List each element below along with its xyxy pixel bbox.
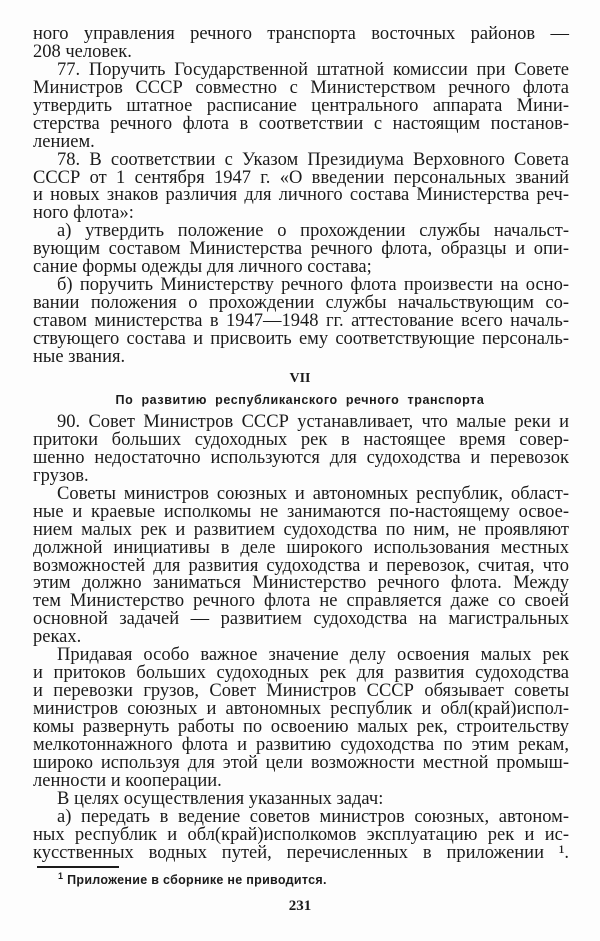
- text-line-content: б) поручить Министерству речного флота произвести на осно-: [57, 275, 569, 296]
- text-line-content: сание формы одежды для личного состава;: [33, 257, 372, 278]
- text-line-content: ные и краевые исполкомы не занимаются по-настоящему освое-: [33, 501, 569, 522]
- text-line-content: притоки больших судоходных рек в настоящее время совер-: [33, 429, 569, 450]
- text-line-content: нием малых рек и развитием судоходства по ним, не проявляют: [33, 519, 569, 540]
- text-line-content: ствующего состава и присвоить ему соответствующие персональ-: [33, 328, 569, 349]
- text-line: [33, 346, 569, 367]
- text-block-top: [33, 26, 569, 367]
- text-line-content: а) передать в ведение советов министров союзных, автоном-: [57, 806, 569, 827]
- section-number: VII: [289, 371, 311, 386]
- text-line-content: 90. Совет Министров СССР устанавливает, что малые реки и: [57, 412, 569, 432]
- text-line-content: кусственных водных путей, перечисленных в приложении ¹.: [33, 842, 569, 863]
- text-line-content: СССР от 1 сентября 1947 г. «О введении персональных званий: [33, 167, 569, 188]
- text-line-content: В целях осуществления указанных задач:: [57, 788, 384, 809]
- footnote: [58, 871, 327, 887]
- text-line-content: и перевозки грузов, Совет Министров СССР обязывает советы: [33, 681, 569, 702]
- text-line-content: вующим составом Министерства речного флота, образцы и опи-: [33, 239, 569, 260]
- text-line-content: тем Министерство речного флота не справляется даже со своей: [33, 591, 569, 612]
- text-line-content: ные звания.: [33, 346, 126, 367]
- text-line: [33, 842, 569, 863]
- text-line-content: и новых знаков различия для личного состава Министерства реч-: [33, 185, 569, 206]
- text-line-content: шенно недостаточно используются для судоходства и перевозок: [33, 447, 569, 468]
- text-line-content: реках.: [33, 627, 82, 648]
- text-line-content: возможностей для развития судоходства и перевозок, считая, что: [33, 555, 569, 576]
- text-line-content: ленности и кооперации.: [33, 770, 222, 791]
- text-line-content: стерства речного флота в соответствии с настоящим постанов-: [33, 113, 569, 134]
- text-line-content: и притоков больших судоходных рек для развития судоходства: [33, 663, 569, 684]
- text-line: [33, 113, 569, 134]
- text-line-content: ных республик и обл(край)исполкомов эксплуатацию рек и ис-: [33, 824, 569, 845]
- footnote-text: Приложение в сборнике не приводится.: [67, 873, 327, 888]
- text-line-content: широко используя для этой цели возможности местной промыш-: [33, 752, 569, 773]
- text-line-content: лением.: [33, 131, 95, 152]
- text-line-content: этим должно заниматься Министерство речного флота. Между: [33, 573, 569, 594]
- text-line-content: вании положения о прохождении службы начальствующим со-: [33, 293, 569, 314]
- text-line-content: Министров СССР совместно с Министерством речного флота: [33, 77, 569, 98]
- text-line-content: ного флота»:: [33, 203, 134, 224]
- text-line-content: должной инициативы в деле широкого использования местных: [33, 537, 569, 558]
- text-line: [33, 611, 569, 629]
- text-line-content: 77. Поручить Государственной штатной комиссии при Совете: [57, 59, 569, 80]
- text-line-content: утвердить штатное расписание центрального аппарата Мини-: [33, 95, 569, 116]
- text-line-content: а) утвердить положение о прохождении службы начальст-: [57, 221, 569, 242]
- text-line-content: ного управления речного транспорта восточных районов —: [33, 24, 569, 44]
- text-line-content: Советы министров союзных и автономных республик, област-: [57, 483, 569, 504]
- text-line-content: мелкотоннажного флота и развитию судоходства по этим рекам,: [33, 734, 569, 755]
- footnote-divider: [37, 866, 119, 868]
- text-line-content: 78. В соответствии с Указом Президиума Верховного Совета: [57, 149, 569, 170]
- text-line-content: комы развернуть работы по освоению малых рек, строительству: [33, 716, 569, 737]
- text-line-content: министров союзных и автономных республик и обл(край)испол-: [33, 699, 569, 719]
- text-line-content: грузов.: [33, 465, 89, 486]
- text-line-content: основной задачей — развитием судоходства на магистральных: [33, 609, 569, 630]
- text-line-content: 208 человек.: [33, 41, 132, 62]
- text-line-content: Придавая особо важное значение делу освоения малых рек: [57, 645, 569, 666]
- page-number: 231: [288, 898, 312, 914]
- text-line: [33, 447, 569, 468]
- text-line-content: ставом министерства в 1947—1948 гг. аттестование всего началь-: [33, 311, 569, 331]
- section-title: По развитию республиканского речного транспорта: [115, 393, 485, 407]
- text-block-bottom: [33, 414, 569, 862]
- footnote-mark: 1: [58, 871, 64, 881]
